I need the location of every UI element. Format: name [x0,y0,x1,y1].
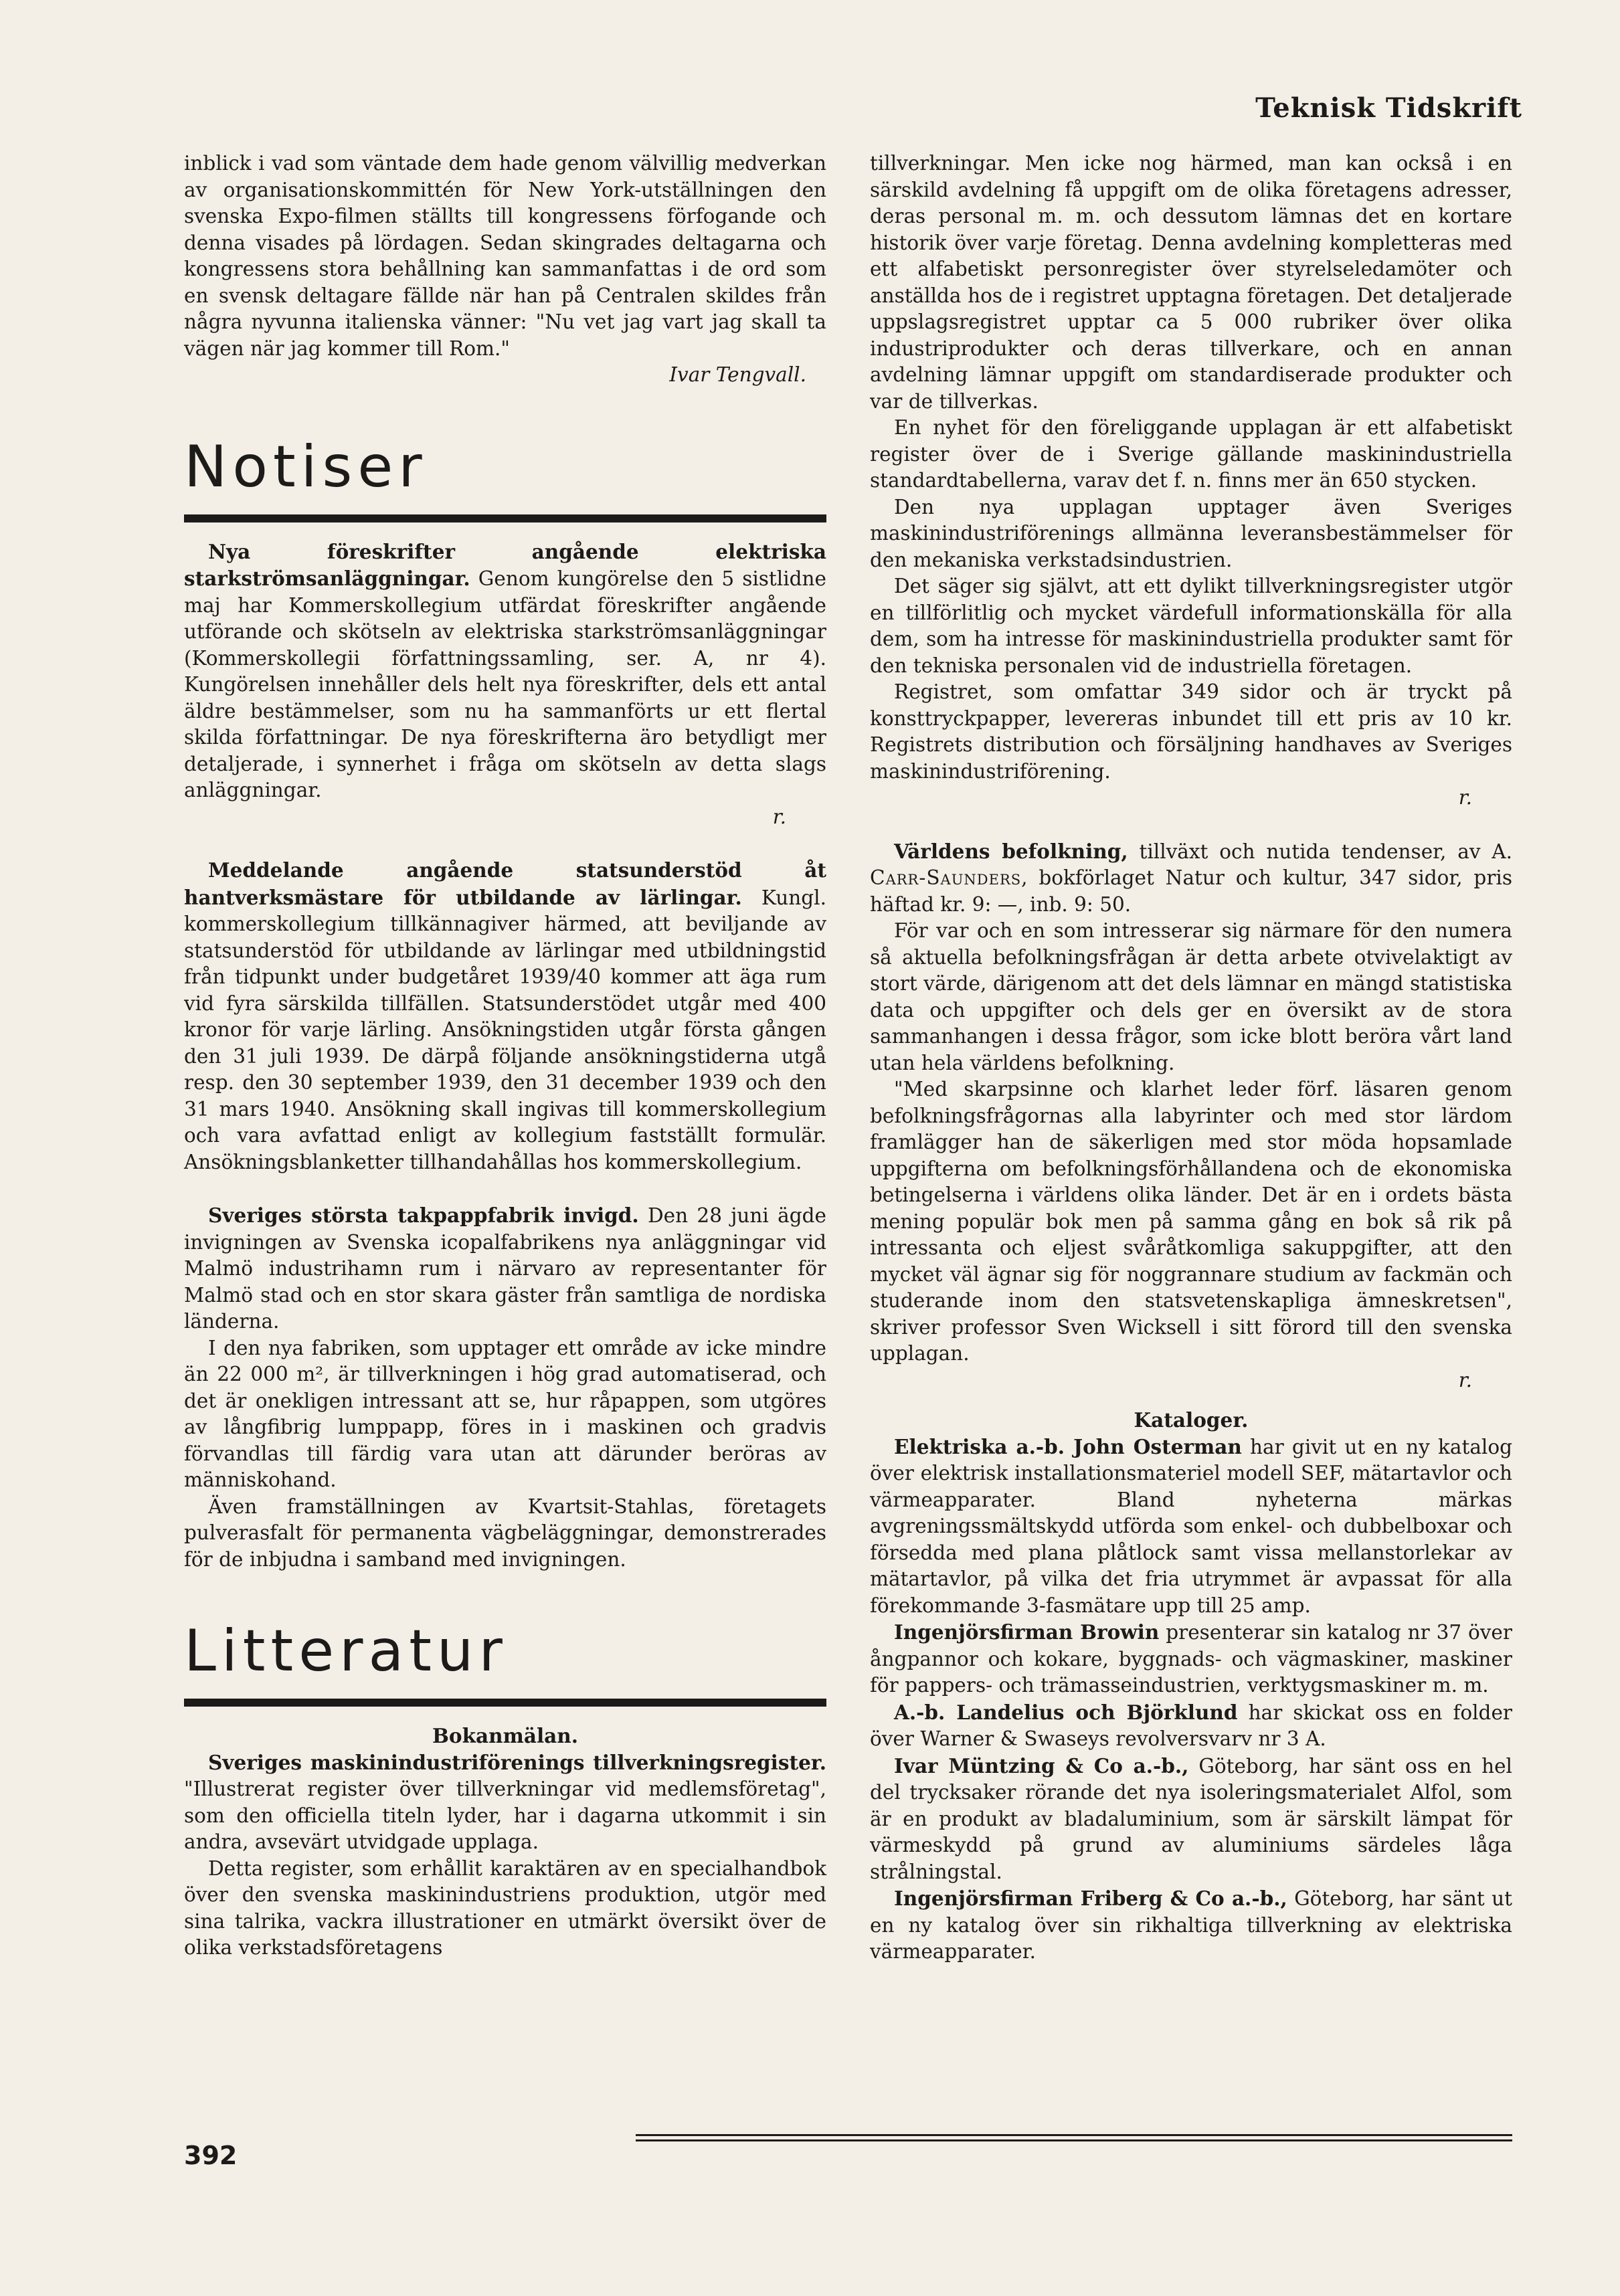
book-tillverkningsregister-body: "Illustrerat register över tillverkningar vid medlemsföretag", som den officiella titeln lyder, har i dagarna utkommit i sin andra, avsevärt utvidgade upplaga. [184,1778,826,1853]
notis-takpapp-paragraph-2: I den nya fabriken, som upptager ett område av icke mindre än 22 000 m², är tillverkningen i hög grad automatiserad, och det är onekligen intressant att se, hur råpappen, som utgöres av långfibrig lumppapp, föres in i maskinen och gradvis förvandlas till färdig vara utan att därunder beröras av människohand. [184,1336,826,1491]
book-tillverkningsregister [184,1749,826,1856]
notis-statsunderstod-title: Meddelande angående statsunderstöd åt hantverksmästare för utbildande av lärlingar. [184,858,826,909]
notis-takpapp [184,1202,826,1335]
katalog-browin-name: Ingenjörsfirman Browin [894,1620,1160,1644]
katalog-browin [870,1619,1512,1699]
book-varldens-befolkning-signature: r. [1458,1368,1472,1392]
notis-starkstrom-signature: r. [772,805,786,828]
katalog-muntzing [870,1753,1512,1886]
notiser-rule [184,514,826,522]
katalog-friberg-body: Göteborg, har sänt ut en ny katalog över sin rikhaltiga tillverkning av elektriska värmeapparater. [870,1887,1513,1963]
book-varldens-befolkning-quote: "Med skarpsinne och klarhet leder förf. läsaren genom befolkningsfrågornas alla labyrinter och med stor lärdom framlägger han de säkerligen med stor möda hopsamlade uppgifterna om befolkningsförhållandena och de ekonomiska betingelserna i världens olika länder. Det är en i ordets bästa mening populär bok men på samma gång en bok så rik på intressanta och eljest svåråtkomliga sakuppgifter, att den mycket väl ägnar sig för noggrannare studium av fackmän och studerande inom den statsvetenskapliga ämneskretsen", skriver professor Sven Wicksell i sitt förord till den svenska upplagan. [870,1078,1512,1365]
register-continued-paragraph-4: Det säger sig självt, att ett dylikt tillverkningsregister utgör en tillförlitlig och mycket värdefull informationskälla för alla dem, som ha intresse för maskinindustriella produkter samt för den tekniska personalen vid de industriella företagen. [870,575,1512,677]
page-number: 392 [184,2141,238,2170]
book-varldens-befolkning-details: , bokförlaget Natur och kultur, 347 sidor, pris häftad kr. 9: —, inb. 9: 50. [870,866,1512,916]
notis-statsunderstod-body: Kungl. kommerskollegium tillkännagiver härmed, att beviljande av statsunderstöd för utbildande av lärlingar med utbildningstid från tidpunkt under budgetåret 1939/40 kommer att äga rum vid fyra särskilda tillfällen. Statsunderstödet utgår med 400 kronor för varje lärling. Ansökningstiden utgår första gången den 31 juli 1939. De därpå följande ansökningstiderna utgå resp. den 30 september 1939, den 31 december 1939 och den 31 mars 1940. Ansökning skall ingivas till kommerskollegium och vara avfattad enligt av kollegium fastställt formulär. Ansökningsblanketter tillhandahållas hos kommerskollegium. [184,886,826,1173]
left-column [184,151,826,1962]
katalog-friberg-name: Ingenjörsfirman Friberg & Co a.-b., [894,1887,1287,1910]
book-varldens-befolkning-lead: tillväxt och nutida tendenser, av A. [1128,840,1512,863]
notis-statsunderstod [184,857,826,1175]
notis-takpapp-title: Sveriges största takpappfabrik invigd. [208,1204,639,1227]
register-continued-paragraph-2: En nyhet för den föreliggande upplagan är ett alfabetiskt register över de i Sverige gällande maskinindustriella standardtabellerna, varav det f. n. finns mer än 650 stycken. [870,416,1512,492]
book-varldens-befolkning-author: Carr-Saunders [870,866,1022,889]
intro-signature: Ivar Tengvall. [669,363,806,386]
katalog-friberg [870,1885,1512,1966]
book-varldens-befolkning [870,838,1512,919]
litteratur-rule [184,1699,826,1707]
katalog-landelius-name: A.-b. Landelius och Björklund [894,1700,1238,1724]
katalog-muntzing-body: Göteborg, har sänt oss en hel del trycksaker rörande det nya isoleringsmaterialet Alfol, som är en produkt av bladaluminium, som är särskilt lämpat för värmeskydd på grund av aluminiums särdeles låga strålningstal. [870,1754,1512,1883]
notis-takpapp-body: Den 28 juni ägde invigningen av Svenska icopalfabrikens nya anläggningar vid Malmö industrihamn rum i närvaro av representanter för Malmö stad och en stor skara gäster från samtliga de nordiska länderna. [184,1204,826,1333]
kataloger-heading: Kataloger. [1134,1408,1249,1432]
notis-starkstrom-title: Nya föreskrifter angående elektriska starkströmsanläggningar. [184,539,826,590]
notis-starkstrom [184,539,826,804]
book-tillverkningsregister-title: Sveriges maskinindustriförenings tillverkningsregister. [208,1750,826,1774]
register-continued-paragraph-1: tillverkningar. Men icke nog härmed, man kan också i en särskild avdelning få uppgift om de olika företagens adresser, deras personal m. m. och dessutom lämnas det en kortare historik över varje företag. Denna avdelning kompletteras med ett alfabetiskt personregister över styrelseledamöter och anställda hos de i registret upptagna företagen. Det detaljerade uppslagsregistret upptar ca 5 000 rubriker över olika industriprodukter och deras tillverkare, och en annan avdelning lämnar uppgift om standardiserade produkter och var de tillverkas. [870,152,1512,413]
litteratur-heading: Litteratur [184,1618,508,1685]
katalog-osterman-name: Elektriska a.-b. John Osterman [894,1434,1242,1458]
register-continued-paragraph-5: Registret, som omfattar 349 sidor och är tryckt på konsttryckpapper, levereras inbundet till ett pris av 10 kr. Registrets distribution och försäljning handhaves av Sveriges maskinindustriförening. [870,680,1512,783]
book-varldens-befolkning-paragraph-2: För var och en som intresserar sig närmare för den numera så aktuella befolkningsfrågan är detta arbete otvivelaktigt av stort värde, därigenom att det dels lämnar en mängd statistiska data och uppgifter och dels ger en översikt av de stora sammanhangen i dessa frågor, som icke blott beröra vårt land utan hela världens befolkning. [870,919,1512,1074]
book-varldens-befolkning-title: Världens befolkning, [894,839,1128,863]
katalog-muntzing-name: Ivar Müntzing & Co a.-b., [894,1753,1189,1778]
right-column [870,151,1512,1966]
footer-rule [636,2134,1512,2145]
katalog-osterman [870,1434,1512,1620]
notiser-heading: Notiser [184,433,428,500]
katalog-osterman-body: har givit ut en ny katalog över elektrisk installationsmateriel modell SEF, mätartavlor och värmeapparater. Bland nyheterna märkas avgreningssmältskydd utförda som enkel- och dubbelboxar och försedda med plana plåtlock samt vissa mellanstorlekar av mätartavlor, på vilka det fria utrymmet är avpassat för alla förekommande 3-fasmätare upp till 25 amp. [870,1435,1513,1617]
register-signature: r. [1458,786,1472,809]
katalog-browin-body: presenterar sin katalog nr 37 över ångpannor och kokare, byggnads- och vägmaskiner, maskiner för pappers- och trämasseindustrien, verktygsmaskiner m. m. [870,1621,1512,1697]
notis-takpapp-paragraph-3: Även framställningen av Kvartsit-Stahlas, företagets pulverasfalt för permanenta vägbeläggningar, demonstrerades för de inbjudna i samband med invigningen. [184,1495,826,1571]
book-tillverkningsregister-paragraph-2: Detta register, som erhållit karaktären av en specialhandbok över den svenska maskinindustriens produktion, utgör med sina talrika, vackra illustrationer en utmärkt översikt över de olika verkstadsföretagens [184,1856,826,1959]
bokanmalan-heading: Bokanmälan. [432,1724,578,1747]
katalog-landelius [870,1699,1512,1753]
masthead: Teknisk Tidskrift [1255,92,1522,124]
notis-starkstrom-body: Genom kungörelse den 5 sistlidne maj har Kommerskollegium utfärdat föreskrifter angående utförande och skötseln av elektriska starkströmsanläggningar (Kommerskollegii författningssamling, ser. A, nr 4). Kungörelsen innehåller dels helt nya föreskrifter, dels ett antal äldre bestämmelser, som nu ha sammanförts ur ett flertal skilda författningar. De nya föreskrifterna äro betydligt mer detaljerade, i synnerhet i fråga om skötseln av detta slags anläggningar. [184,567,826,801]
katalog-landelius-body: har skickat oss en folder över Warner & Swaseys revolversvarv nr 3 A. [870,1701,1512,1750]
register-continued-paragraph-3: Den nya upplagan upptager även Sveriges maskinindustriförenings allmänna leveransbestämmelser för den mekaniska verkstadsindustrien. [870,495,1512,571]
intro-paragraph: inblick i vad som väntade dem hade genom välvillig medverkan av organisationskommittén för New York-utställningen den svenska Expo-filmen ställts till kongressens förfogande och denna visades på lördagen. Sedan skingrades deltagarna och kongressens stora behållning kan sammanfattas i de ord som en svensk deltagare fällde när han på Centralen skildes från några nyvunna italienska vänner: "Nu vet jag vart jag skall ta vägen när jag kommer till Rom." [184,152,826,360]
